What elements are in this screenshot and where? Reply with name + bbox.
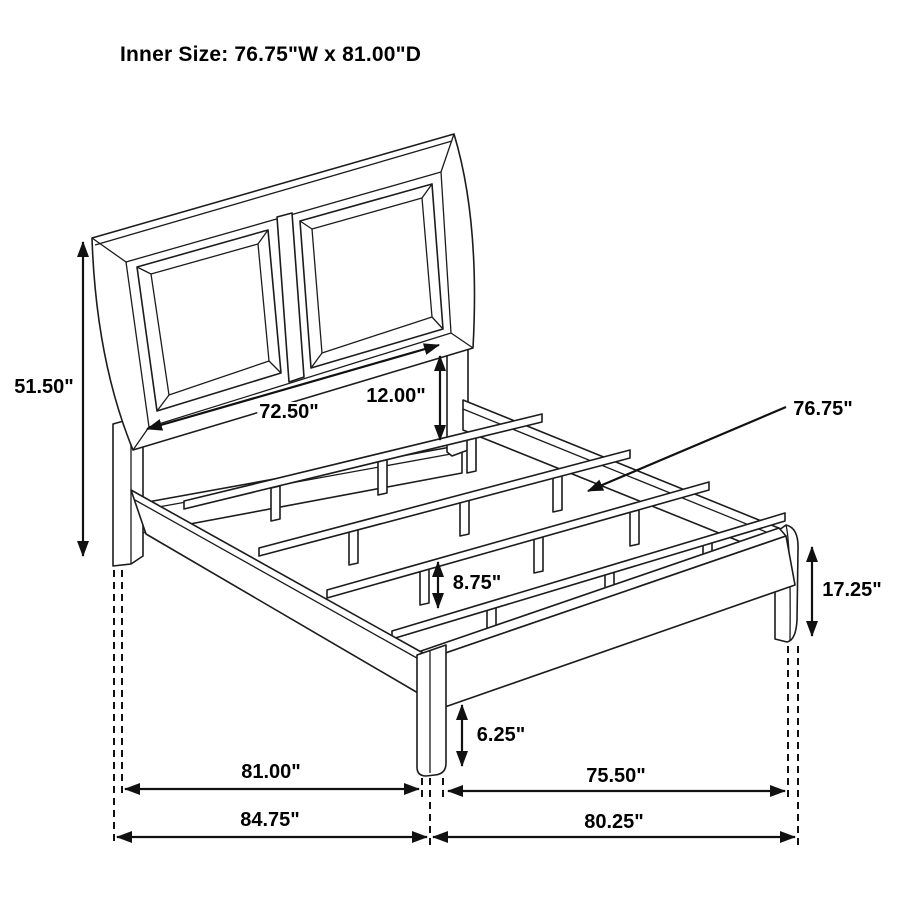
dim-label-footboard-outer-span: 80.25" — [584, 811, 644, 833]
dim-label-slat-width: 76.75" — [793, 398, 853, 420]
slat-foot — [349, 529, 358, 565]
slat-foot — [630, 510, 639, 546]
slat-foot — [378, 459, 387, 495]
leader-slat-width — [588, 407, 786, 491]
slat-foot — [420, 569, 429, 605]
dim-label-footboard-clearance: 6.25" — [476, 724, 526, 746]
dim-label-footboard-height: 17.25" — [822, 579, 882, 601]
footboard-left-leg — [417, 645, 446, 776]
footboard-panel — [428, 536, 795, 708]
dim-label-headboard-height: 51.50" — [14, 376, 74, 398]
page-title: Inner Size: 76.75"W x 81.00"D — [120, 43, 422, 66]
slat-foot — [467, 437, 476, 473]
slat-foot — [553, 476, 562, 512]
dim-label-headboard-panel-drop: 12.00" — [366, 385, 426, 407]
slat — [271, 486, 280, 521]
dim-label-headboard-inner-width: 72.50" — [259, 401, 319, 423]
dim-label-inner-length: 81.00" — [241, 761, 301, 783]
dim-label-footboard-inner-span: 75.50" — [586, 765, 646, 787]
slat-foot — [534, 537, 543, 573]
dim-label-overall-length: 84.75" — [240, 809, 300, 831]
slat-foot — [460, 500, 469, 536]
dim-label-slat-spacing: 8.75" — [452, 572, 502, 594]
